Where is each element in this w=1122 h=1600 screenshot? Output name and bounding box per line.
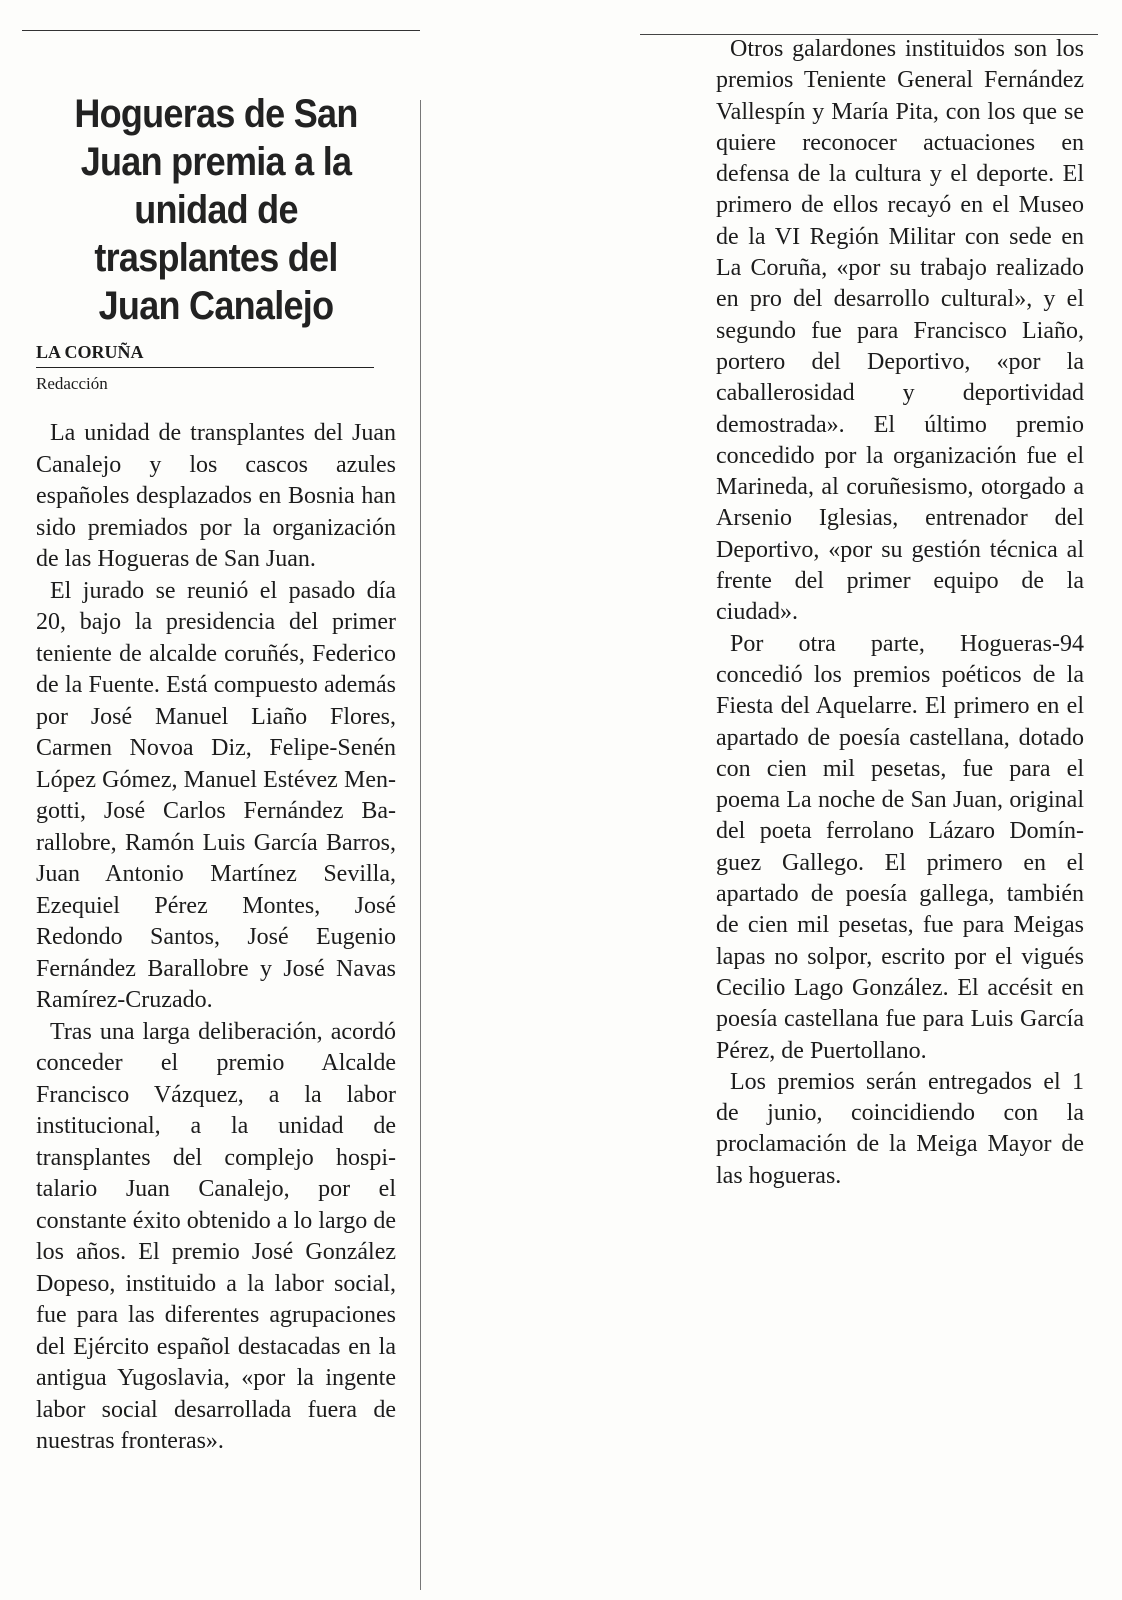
column-divider xyxy=(420,100,421,1590)
paragraph: Los premios serán entregados el 1 de junio, coincidiendo con la proclamación de la Meiga Mayor de las hogueras. xyxy=(716,1068,1084,1189)
headline: Hogueras de San Juan premia a la unidad de trasplantes del Juan Canalejo xyxy=(74,92,358,328)
left-column xyxy=(36,90,396,1458)
left-body xyxy=(36,418,396,1458)
paragraph: Por otra parte, Hogueras-94 concedió los premios poéticos de la Fiesta del Aquelarre. El primero en el apartado de poesía castellana, dotado con cien mil pesetas, fue para el poema La noche de San Juan, original del poeta ferrolano Lázaro Domínguez Gallego. El primero en el apartado de poesía gallega, también de cien mil pesetas, fue para Meigas lapas no solpor, escrito por el vigués Cecilio Lago González. El accésit en poesía castellana fue para Luis García Pérez, de Puertollano. xyxy=(716,630,1084,1064)
paragraph: La unidad de transplantes del Juan Canalejo y los cascos azules españoles desplazados en Bosnia han sido premiados por la organización de las Hogueras de San Juan. xyxy=(36,420,396,572)
byline: Redacción xyxy=(36,374,108,393)
paragraph: Otros galardones instituidos son los premios Teniente General Fernández Vallespín y María Pita, con los que se quiere reconocer actuaciones en defensa de la cultura y el deporte. El primero de ellos recayó en el Museo de la VI Región Militar con sede en La Coruña, «por su trabajo realizado en pro del desarrollo cultural», y el segundo fue para Francisco Liaño, portero del Deportivo, «por la caballerosidad y deportividad demostrada». El último premio concedido por la organización fue el Marineda, al coruñesismo, otorgado a Arsenio Iglesias, entrenador del Deportivo, «por su gestión técnica al frente del primer equipo de la ciudad». xyxy=(716,36,1084,626)
paragraph: Tras una larga deliberación, acordó conceder el premio Alcalde Francisco Vázquez, a la labor institucional, a la unidad de transplantes del complejo hospitalario Juan Canalejo, por el constante éxito obtenido a lo largo de los años. El premio José González Dopeso, instituido a la labor social, fue para las diferentes agrupaciones del Ejército español destacadas en la antigua Yugoslavia, «por la ingente labor social desarrollada fuera de nuestras fronteras». xyxy=(36,1018,396,1454)
dateline: LA CORUÑA xyxy=(36,342,374,368)
top-rule-left xyxy=(22,30,420,31)
right-column xyxy=(716,34,1084,1192)
paragraph: El jurado se reunió el pasado día 20, bajo la presidencia del primer teniente de alcalde coruñés, Federico de la Fuente. Está compuesto además por José Manuel Liaño Flores, Carmen Novoa Diz, Felipe-Senén López Gómez, Manuel Estévez Mengotti, José Carlos Fernández Barallobre, Ramón Luis García Barros, Juan Antonio Martínez Sevilla, Ezequiel Pérez Montes, José Redondo Santos, José Eugenio Fernández Barallobre y José Navas Ramírez-Cruzado. xyxy=(36,577,396,1013)
